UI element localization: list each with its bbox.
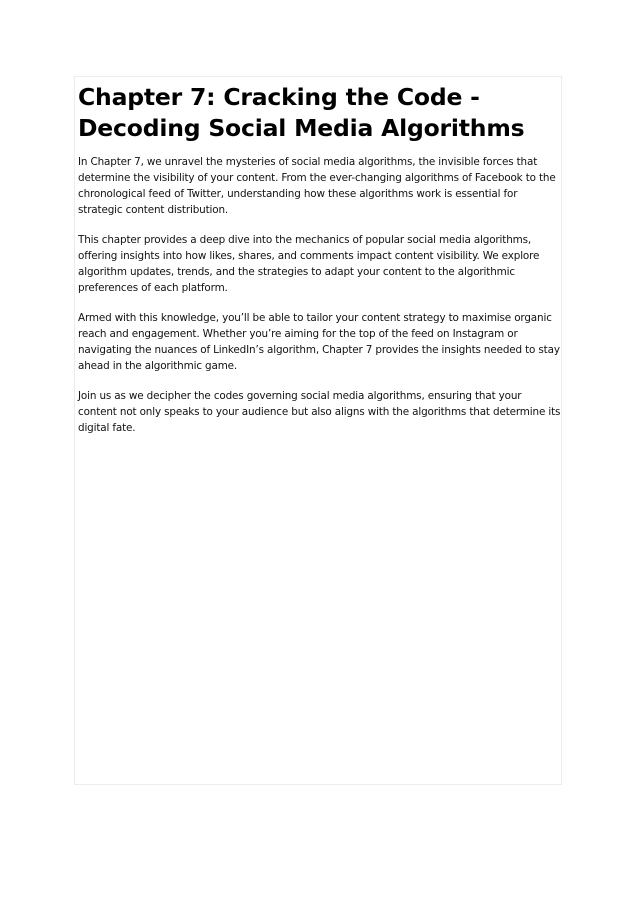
paragraph-1: In Chapter 7, we unravel the mysteries of social media algorithms, the invisible forces that determine the visibility of your content. From the ever-changing algorithms of Facebook to the chronological feed of Twitter, understanding how these algorithms work is essential for strategic content distribution. <box>78 156 556 216</box>
paragraph-4: Join us as we decipher the codes governing social media algorithms, ensuring that your content not only speaks to your audience but also aligns with the algorithms that determine its digital fate. <box>78 390 561 434</box>
document-content <box>78 82 562 450</box>
chapter-body <box>78 154 562 436</box>
chapter-title: Chapter 7: Cracking the Code - Decoding Social Media Algorithms <box>78 83 525 142</box>
paragraph-2: This chapter provides a deep dive into the mechanics of popular social media algorithms, offering insights into how likes, shares, and comments impact content visibility. We explore algorithm updates, trends, and the strategies to adapt your content to the algorithmic preferences of each platform. <box>78 234 540 294</box>
paragraph-3: Armed with this knowledge, you’ll be able to tailor your content strategy to maximise organic reach and engagement. Whether you’re aiming for the top of the feed on Instagram or navigating the nuances of LinkedIn’s algorithm, Chapter 7 provides the insights needed to stay ahead in the algorithmic game. <box>78 312 560 372</box>
